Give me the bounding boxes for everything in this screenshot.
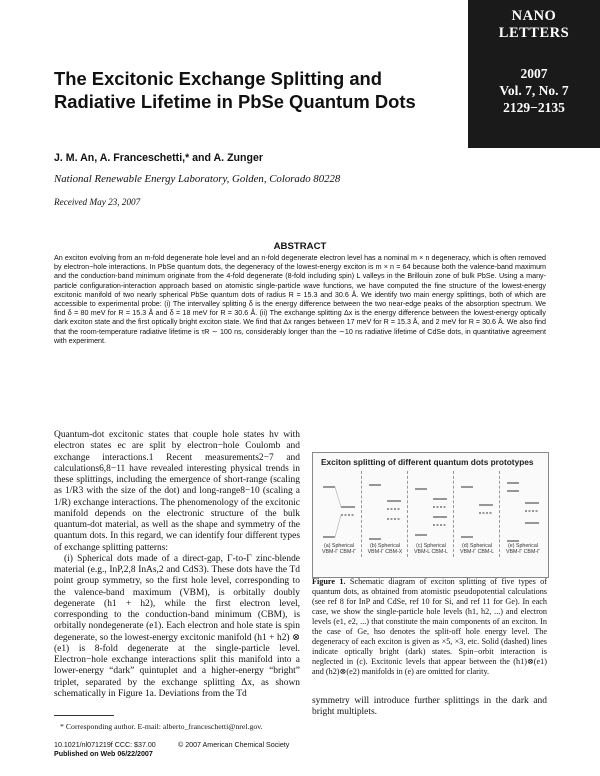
abstract-text: An exciton evolving from an m-fold degenerate hole level and an n-fold degenerate electron level has a nominal m × n degeneracy, which is often removed by electron−hole interactions. In PbSe quantum dots, the degeneracy of the lowest-energy exciton is m × n = 64 because both the valence-band maximum and the conduction-band minimum originate from the 4-fold degenerate (8-fold including spin) L valleys in the Brillouin zone of bulk PbSe. Using a many-particle configuration-interaction approach based on atomistic single-particle wave functions, we have computed the fine structure of the lowest-energy excitonic manifold of two nearly spherical PbSe quantum dots of radius R = 15.3 and 30.6 Å. We identify two main energy splittings, both of which are accessible to experimental probe: (i) The intervalley splitting δ is the energy difference between the two near-edge peaks of the absorption spectrum. We find δ = 80 meV for R = 15.3 Å and δ = 18 meV for R = 30.6 Å. (ii) The exchange splitting Δx is the energy difference between the lowest-energy optically dark exciton state and the first optically bright exciton state. We find that Δx ranges between 17 meV for R = 15.3 Å, and 2 meV for R = 30.6 Å. We also find that the room-temperature radiative lifetime is τR ∼ 100 ns, considerably longer than the ∼10 ns radiative lifetime of CdSe dots, in quantitative agreement with experiment.	[54, 254, 546, 345]
doi-line: 10.1021/nl071219f CCC: $37.00	[54, 741, 156, 749]
journal-volume: Vol. 7, No. 7	[499, 83, 569, 98]
journal-box	[468, 0, 600, 148]
published-date: Published on Web 06/22/2007	[54, 750, 153, 758]
body-paragraph-2: (i) Spherical dots made of a direct-gap, Γ-to-Γ zinc-blende material (e.g., InP,2,8 InAs,2 and CdS3). These dots have the Td point group symmetry, so the first hole level, corresponding to the valence-band maximum (VBM), is orbitally doubly degenerate (h1 + h2), while the first electron level, corresponding to the conduction-band minimum (CBM), is orbitally nondegenerate (e1). Each electron and hole state is spin degenerate, so the lowest-energy excitonic manifold (h1 + h2) ⊗ (e1) is 8-fold degenerate at the single-particle level. Electron−hole exchange interactions split this manifold into a lower-energy “dark” quintuplet and a higher-energy “bright” triplet, separated by the exchange splitting Δx, as shown schematically in Figure 1a. Deviations from the Td	[54, 553, 300, 699]
authors: J. M. An, A. Franceschetti,* and A. Zunger	[54, 152, 263, 164]
paper-title: The Excitonic Exchange Splitting and Radiative Lifetime in PbSe Quantum Dots	[54, 68, 416, 112]
figure-1	[312, 452, 549, 578]
figure-label-c: (c) Spherical VBM-L CBM-L	[414, 543, 448, 555]
journal-name-line1: NANO	[511, 8, 557, 24]
copyright: © 2007 American Chemical Society	[178, 741, 290, 749]
body-left-column	[54, 430, 300, 700]
journal-name	[468, 8, 600, 42]
affiliation: National Renewable Energy Laboratory, Golden, Colorado 80228	[54, 173, 341, 185]
figure-caption	[312, 577, 547, 677]
corresponding-author-footnote: * Corresponding author. E-mail: alberto_franceschetti@nrel.gov.	[60, 722, 263, 731]
figure-caption-label: Figure 1.	[312, 577, 346, 586]
figure-title: Exciton splitting of different quantum dots prototypes	[321, 457, 534, 467]
body-paragraph-1: Quantum-dot excitonic states that couple hole states hv with electron states ec are split by electron−hole Coulomb and exchange interactions.1 Recent measurements2−7 and calculations6,8−11 have revealed interesting physical trends in these splittings, including the emergence of short-range (scaling as 1/R3 with the size of the dot) and long-range8−10 (scaling a 1/R) exchange interactions. The phenomenology of the excitonic manifold depends on the electronic structure of the bulk quantum-dot material, as well as the shape and symmetry of the quantum dots. In this regard, we can identify four different types of exchange splitting patterns:	[54, 430, 300, 553]
figure-label-a: (a) Spherical VBM-Γ CBM-Γ	[321, 543, 357, 555]
figure-label-d: (d) Spherical VBM-Γ CBM-L	[459, 543, 495, 555]
footnote-rule	[54, 715, 114, 716]
figure-caption-text: Schematic diagram of exciton splitting of five types of quantum dots, as obtained from atomistic pseudopotential calculations (see ref 8 for InP and CdSe, ref 10 for Si, and ref 11 for Ge). In each case, we show the single-particle hole levels (h1, h2, ...) and electron levels (e1, e2, ...) that constitute the main components of an exciton. In the case of Ge, hso denotes the split-off hole energy level. The degeneracy of each exciton is given as ×5, ×3, etc. Solid (dashed) lines indicate optically bright (dark) states. Spin−orbit interaction is neglected in (c). Excitonic levels that appear between the (h1)⊗(e1) and (h2)⊗(e2) manifolds in (e) are omitted for clarity.	[312, 577, 548, 677]
figure-label-e: (e) Spherical VBM-Γ CBM-Γ	[505, 543, 541, 555]
figure-label-b: (b) Spherical VBM-Γ CBM-X	[367, 543, 403, 555]
body-right-column-text: symmetry will introduce further splittings in the dark and bright multiplets.	[312, 696, 547, 718]
journal-year: 2007	[520, 66, 548, 81]
received-date: Received May 23, 2007	[54, 197, 141, 207]
journal-pages: 2129−2135	[503, 100, 565, 115]
abstract-heading: ABSTRACT	[273, 241, 327, 252]
journal-name-line2: LETTERS	[498, 25, 570, 41]
